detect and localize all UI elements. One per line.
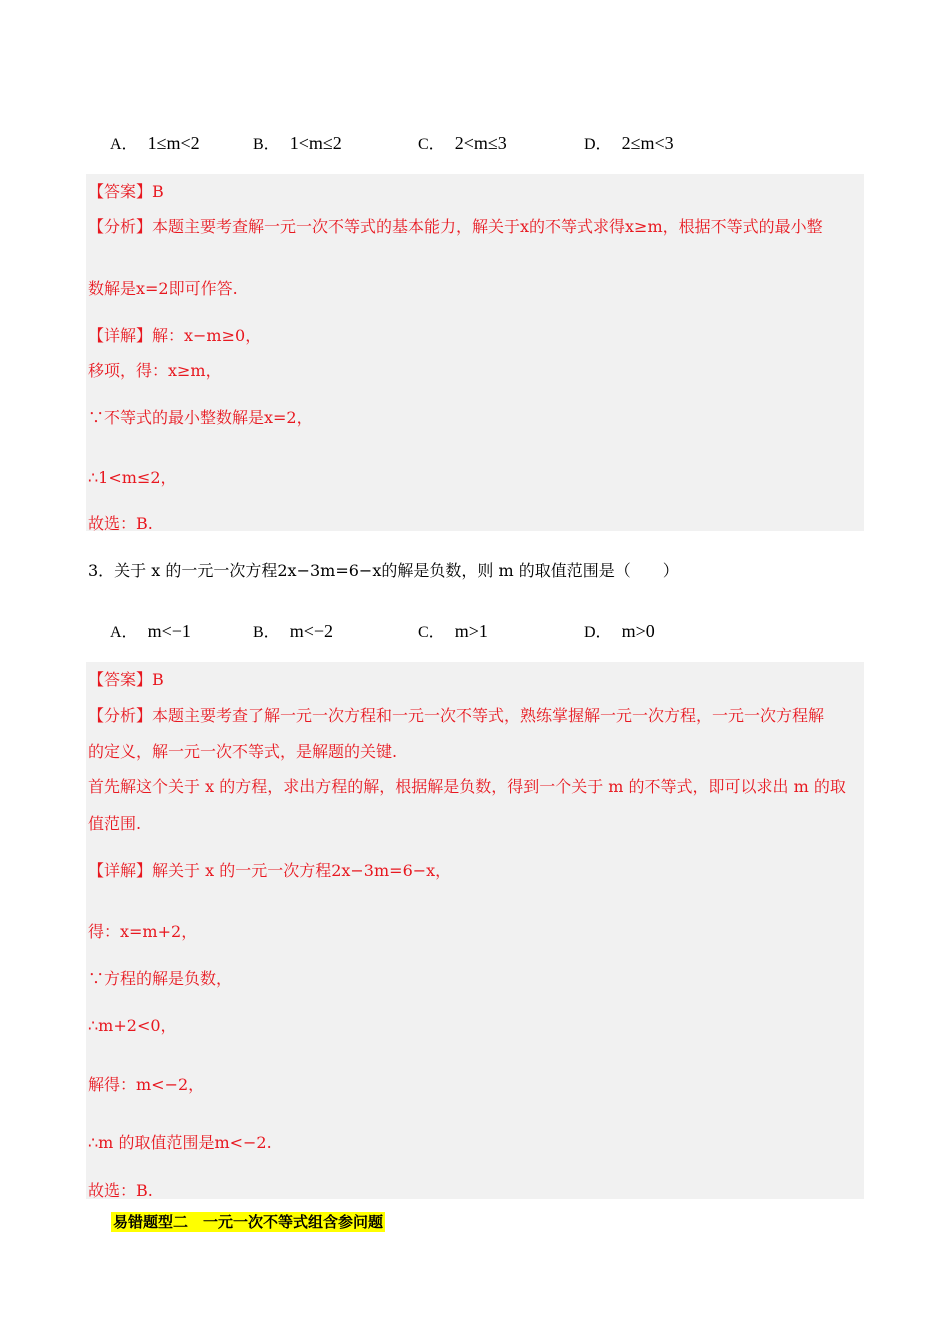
q3-detail-line-7: 故选：B. — [88, 1181, 153, 1200]
q2-option-b: B． 1<m≤2 — [253, 133, 342, 153]
q3-option-d: D． m>0 — [584, 621, 655, 641]
q2-analysis-line-1: 【分析】本题主要考查解一元一次不等式的基本能力，解关于x的不等式求得x≥m，根据不等式的最小整 — [88, 217, 823, 236]
q3-detail-line-1: 【详解】解关于 x 的一元一次方程2x−3m=6−x， — [88, 861, 452, 880]
q3-analysis-line-3: 首先解这个关于 x 的方程，求出方程的解，根据解是负数，得到一个关于 m 的不等式，即可以求出 m 的取 — [88, 777, 846, 796]
q3-analysis-line-2: 的定义，解一元一次不等式，是解题的关键. — [88, 742, 398, 761]
q3-option-a: A． m<−1 — [110, 621, 191, 641]
q3-analysis-line-4: 值范围. — [88, 814, 142, 833]
q3-detail-line-6: ∴m 的取值范围是m<−2. — [88, 1133, 272, 1152]
q2-detail-line-4: ∴1<m≤2， — [88, 468, 177, 487]
q3-option-c: C． m>1 — [418, 621, 488, 641]
q2-detail-line-3: ∵不等式的最小整数解是x=2， — [88, 408, 313, 427]
q3-detail-line-5: 解得：m<−2， — [88, 1075, 205, 1094]
section-title-text: 易错题型二 一元一次不等式组含参问题 — [113, 1213, 384, 1231]
q3-detail-line-4: ∴m+2<0， — [88, 1016, 177, 1035]
section-title — [111, 1211, 385, 1232]
q3-detail-line-3: ∵方程的解是负数， — [88, 969, 233, 988]
q2-option-c: C． 2<m≤3 — [418, 133, 507, 153]
q3-answer: 【答案】B — [88, 670, 164, 689]
q2-option-d: D． 2≤m<3 — [584, 133, 674, 153]
q3-option-b: B． m<−2 — [253, 621, 333, 641]
q2-detail-line-1: 【详解】解：x−m≥0， — [88, 326, 262, 345]
q2-analysis-line-2: 数解是x=2即可作答. — [88, 279, 238, 298]
q3-analysis-line-1: 【分析】本题主要考查了解一元一次方程和一元一次不等式，熟练掌握解一元一次方程，一元一次方程解 — [88, 706, 825, 725]
q3-detail-line-2: 得：x=m+2， — [88, 922, 198, 941]
q2-answer: 【答案】B — [88, 182, 164, 201]
q2-detail-line-2: 移项，得：x≥m， — [88, 361, 222, 380]
q2-detail-line-5: 故选：B. — [88, 514, 153, 533]
q2-option-a: A． 1≤m<2 — [110, 133, 200, 153]
q3-stem: 3．关于 x 的一元一次方程2x−3m=6−x的解是负数，则 m 的取值范围是（ ） — [88, 561, 679, 580]
